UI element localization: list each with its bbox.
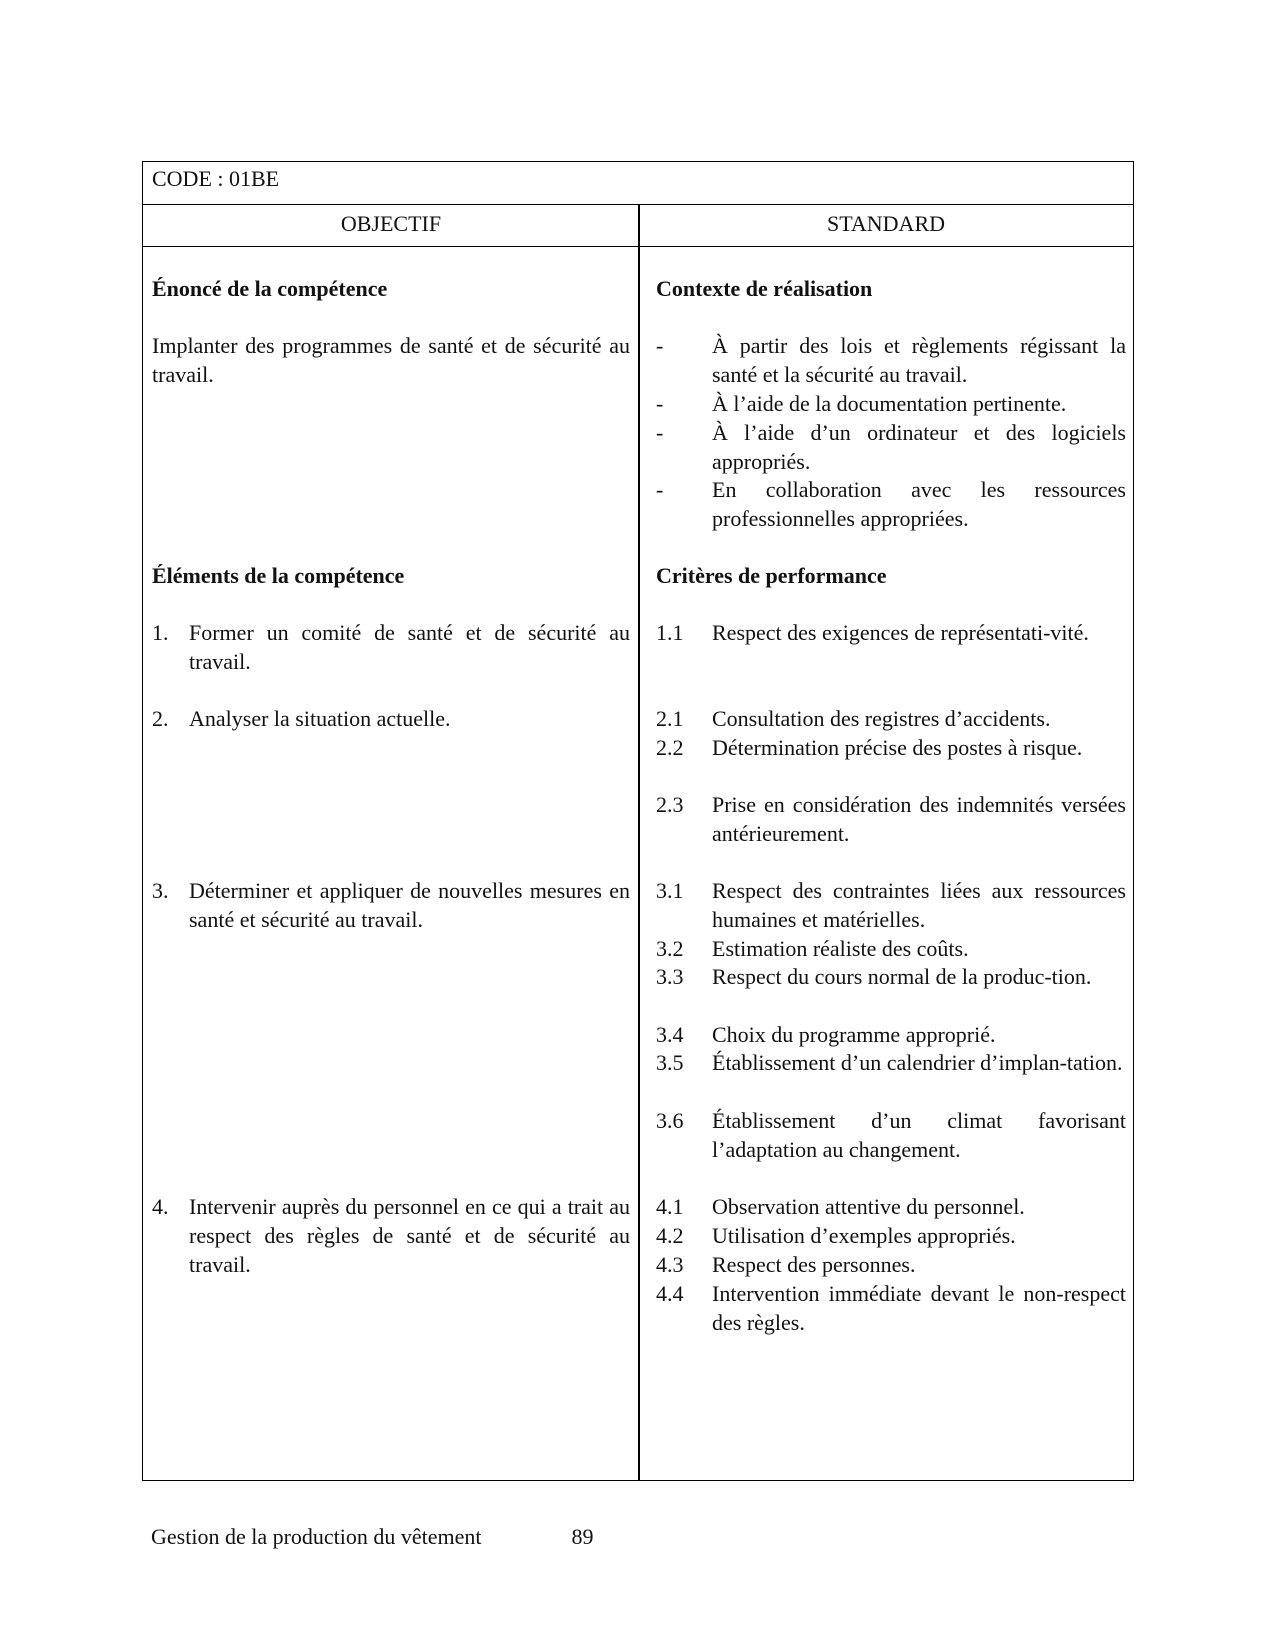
criterion-item xyxy=(656,934,1126,963)
criteres-title: Critères de performance xyxy=(656,563,887,588)
contexte-title: Contexte de réalisation xyxy=(656,276,873,301)
criterion-number: 3.1 xyxy=(656,878,684,903)
criterion-item xyxy=(656,1221,1126,1250)
criterion-text: Choix du programme approprié. xyxy=(712,1022,996,1047)
criterion-text: Détermination précise des postes à risque. xyxy=(712,735,1083,760)
enonce-title: Énoncé de la compétence xyxy=(152,276,388,301)
context-text: À l’aide de la documentation pertinente. xyxy=(712,391,1067,416)
element-number: 3. xyxy=(152,878,169,903)
context-bullet: - xyxy=(656,420,664,445)
criterion-item xyxy=(656,790,1126,848)
element-text: Intervenir auprès du personnel en ce qui a trait au respect des règles de santé et de sécurité au travail. xyxy=(189,1194,630,1277)
criterion-number: 1.1 xyxy=(656,620,684,645)
criterion-text: Établissement d’un calendrier d’implan-tation. xyxy=(712,1050,1123,1075)
context-bullet: - xyxy=(656,333,664,358)
criterion-item xyxy=(656,704,1126,733)
criterion-number: 2.3 xyxy=(656,792,684,817)
criterion-number: 3.5 xyxy=(656,1050,684,1075)
criterion-number: 3.6 xyxy=(656,1108,684,1133)
context-item xyxy=(656,331,1126,389)
element-item xyxy=(152,618,630,676)
context-bullet: - xyxy=(656,477,664,502)
criterion-item xyxy=(656,1250,1126,1279)
criterion-text: Intervention immédiate devant le non-respect des règles. xyxy=(712,1281,1126,1335)
element-item xyxy=(152,1192,630,1279)
enonce-text: Implanter des programmes de santé et de sécurité au travail. xyxy=(152,333,630,387)
criterion-item xyxy=(656,1048,1126,1077)
context-text: En collaboration avec les ressources professionnelles appropriées. xyxy=(712,477,1126,531)
competency-code: CODE : 01BE xyxy=(152,166,280,191)
criterion-text: Respect du cours normal de la produc-tion. xyxy=(712,964,1092,989)
element-text: Analyser la situation actuelle. xyxy=(189,706,451,731)
criterion-text: Utilisation d’exemples appropriés. xyxy=(712,1223,1016,1248)
criterion-number: 2.1 xyxy=(656,706,684,731)
criterion-number: 3.2 xyxy=(656,936,684,961)
criterion-number: 4.1 xyxy=(656,1194,684,1219)
criterion-item xyxy=(656,618,1126,647)
criterion-item xyxy=(656,1279,1126,1337)
context-text: À partir des lois et règlements régissant la santé et la sécurité au travail. xyxy=(712,333,1126,387)
criterion-number: 4.3 xyxy=(656,1252,684,1277)
code-row xyxy=(143,162,1133,205)
criterion-number: 3.4 xyxy=(656,1022,684,1047)
element-number: 2. xyxy=(152,706,169,731)
criterion-item xyxy=(656,1020,1126,1049)
criterion-item xyxy=(656,962,1126,991)
header-objective: OBJECTIF xyxy=(340,211,442,236)
element-number: 1. xyxy=(152,620,169,645)
context-item xyxy=(656,418,1126,476)
criterion-text: Respect des personnes. xyxy=(712,1252,916,1277)
criterion-item xyxy=(656,876,1126,934)
criterion-item xyxy=(656,733,1126,762)
context-text: À l’aide d’un ordinateur et des logiciels appropriés. xyxy=(712,420,1126,474)
context-bullet: - xyxy=(656,391,664,416)
criterion-text: Observation attentive du personnel. xyxy=(712,1194,1025,1219)
competency-table xyxy=(142,161,1134,1481)
criterion-text: Prise en considération des indemnités versées antérieurement. xyxy=(712,792,1126,846)
footer-title: Gestion de la production du vêtement xyxy=(151,1524,482,1549)
element-text: Former un comité de santé et de sécurité au travail. xyxy=(189,620,630,674)
header-standard: STANDARD xyxy=(826,211,946,236)
page-footer xyxy=(151,1524,594,1550)
element-text: Déterminer et appliquer de nouvelles mesures en santé et sécurité au travail. xyxy=(189,878,630,932)
criterion-text: Consultation des registres d’accidents. xyxy=(712,706,1051,731)
criterion-number: 4.4 xyxy=(656,1281,684,1306)
page-number: 89 xyxy=(571,1524,594,1549)
criterion-number: 4.2 xyxy=(656,1223,684,1248)
element-number: 4. xyxy=(152,1194,169,1219)
criterion-text: Respect des contraintes liées aux ressources humaines et matérielles. xyxy=(712,878,1126,932)
criterion-text: Établissement d’un climat favorisant l’adaptation au changement. xyxy=(712,1108,1126,1162)
elements-title: Éléments de la compétence xyxy=(152,563,405,588)
criterion-item xyxy=(656,1192,1126,1221)
context-item xyxy=(656,475,1126,533)
context-item xyxy=(656,389,1126,418)
criterion-number: 3.3 xyxy=(656,964,684,989)
element-item xyxy=(152,876,630,934)
column-divider xyxy=(638,204,640,1480)
criterion-number: 2.2 xyxy=(656,735,684,760)
element-item xyxy=(152,704,630,733)
criterion-item xyxy=(656,1106,1126,1164)
criterion-text: Estimation réaliste des coûts. xyxy=(712,936,969,961)
criterion-text: Respect des exigences de représentati-vité. xyxy=(712,620,1089,645)
